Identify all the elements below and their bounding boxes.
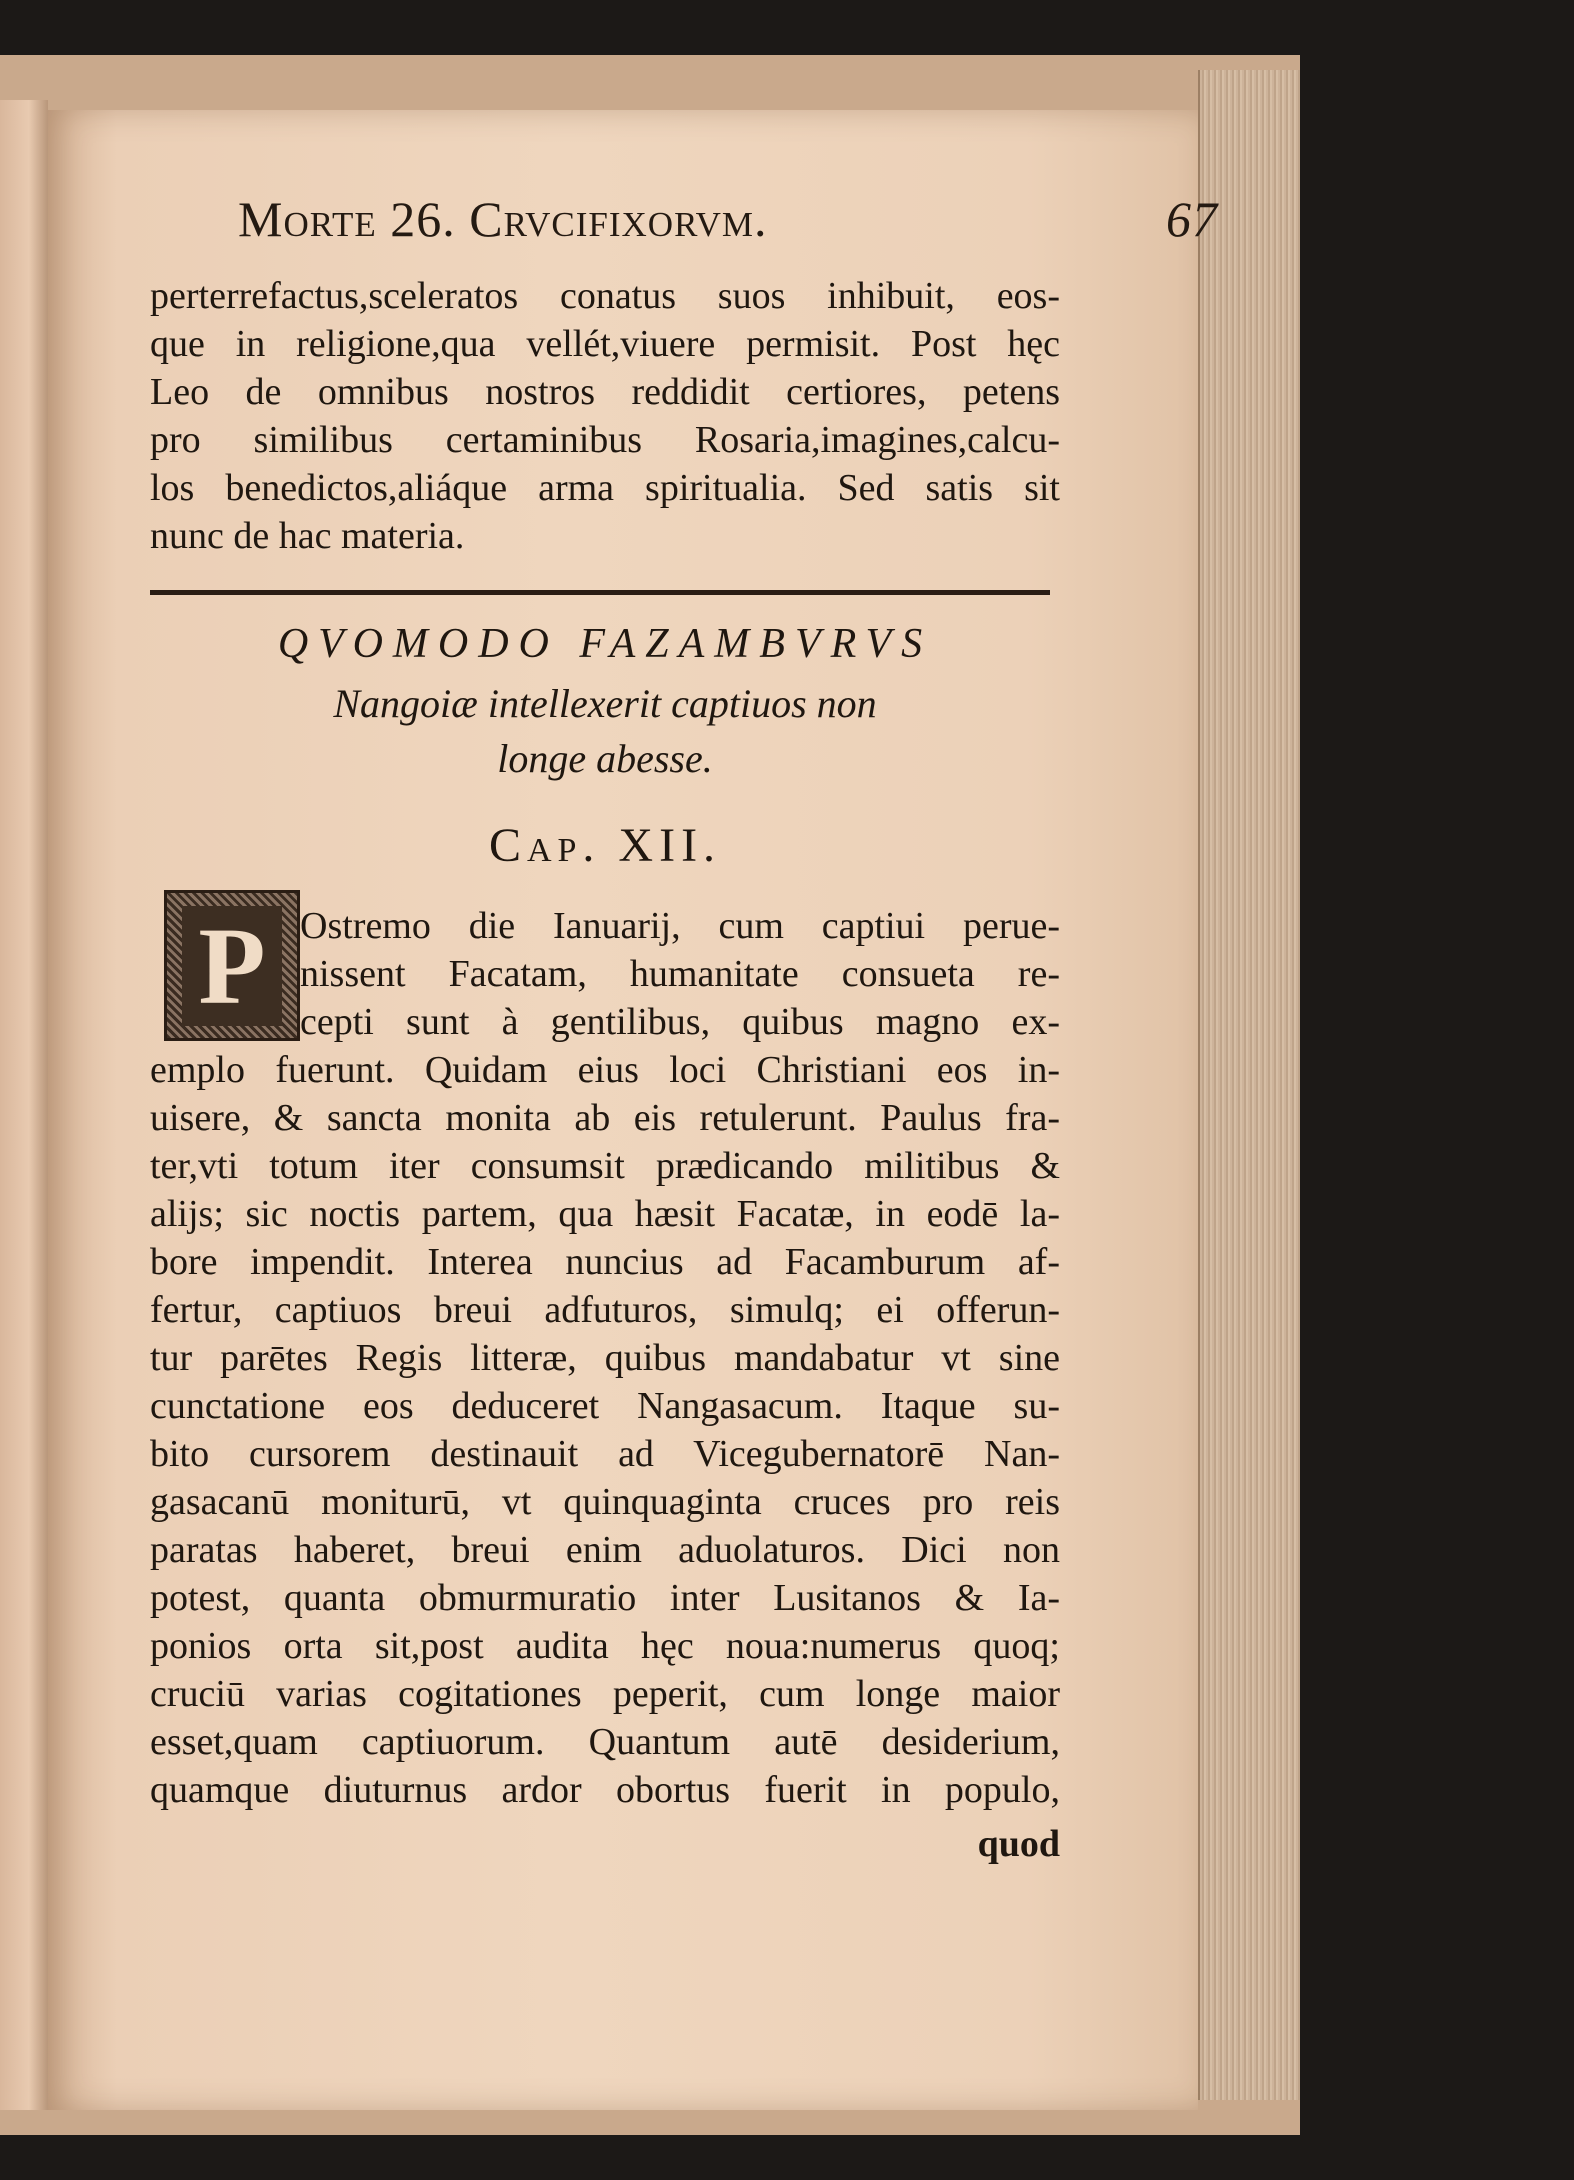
text-line: potest, quanta obmurmuratio inter Lusitanos & Ia- [150,1577,1060,1619]
running-title: Morte 26. Crvcifixorvm. [238,191,768,247]
text-line: uisere, & sancta monita ab eis retulerunt. Paulus fra- [150,1097,1060,1139]
text-line: tur parētes Regis litteræ, quibus mandabatur vt sine [150,1337,1060,1379]
text-line: bore impendit. Interea nuncius ad Facamburum af- [150,1241,1060,1283]
text-line: los benedictos,aliáque arma spiritualia. Sed satis sit [150,467,1060,509]
text-line: cunctatione eos deduceret Nangasacum. Itaque su- [150,1385,1060,1427]
text-line: perterrefactus,sceleratos conatus suos inhibuit, eos- [150,275,1060,317]
chapter-heading-line-1: QVOMODO FAZAMBVRVS [277,621,933,667]
text-line: emplo fuerunt. Quidam eius loci Christiani eos in- [150,1049,1060,1091]
text-line: gasacanū moniturū, vt quinquaginta cruces pro reis [150,1481,1060,1523]
text-line: ponios orta sit,post audita hęc noua:numerus quoq; [150,1625,1060,1667]
chapter-heading-line-3: longe abesse. [497,736,713,781]
text-line: que in religione,qua vellét,viuere permisit. Post hęc [150,323,1060,365]
text-line: pro similibus certaminibus Rosaria,imagines,calcu- [150,419,1060,461]
text-line: paratas haberet, breui enim aduolaturos. Dici non [150,1529,1060,1571]
text-line: Ostremo die Ianuarij, cum captiui perue- [300,905,1060,947]
text-line: bito cursorem destinauit ad Vicegubernatorē Nan- [150,1433,1060,1475]
page-number: 67 [1166,191,1218,247]
text-line: ter,vti totum iter consumsit prædicando militibus & [150,1145,1060,1187]
chapter-heading-line-2: Nangoiæ intellexerit captiuos non [333,681,877,726]
catchword: quod [977,1823,1060,1865]
text-line: nissent Facatam, humanitate consueta re- [300,953,1060,995]
running-head [238,190,1218,270]
text-line: nunc de hac materia. [150,515,465,557]
chapter-number: Cap. XII. [488,819,722,872]
initial-letter: P [182,906,281,1026]
text-line: cruciū varias cogitationes peperit, cum longe maior [150,1673,1060,1715]
facing-page-edge [0,100,48,2110]
page-fore-edge [1198,70,1300,2100]
text-line: cepti sunt à gentilibus, quibus magno ex- [300,1001,1060,1043]
section-rule [150,590,1050,595]
text-line: quamque diuturnus ardor obortus fuerit in populo, [150,1769,1060,1811]
decorated-initial [164,890,300,1041]
text-line: Leo de omnibus nostros reddidit certiores, petens [150,371,1060,413]
text-line: fertur, captiuos breui adfuturos, simulq; ei offerun- [150,1289,1060,1331]
text-line: alijs; sic noctis partem, qua hæsit Facatæ, in eodē la- [150,1193,1060,1235]
text-line: esset,quam captiuorum. Quantum autē desiderium, [150,1721,1060,1763]
